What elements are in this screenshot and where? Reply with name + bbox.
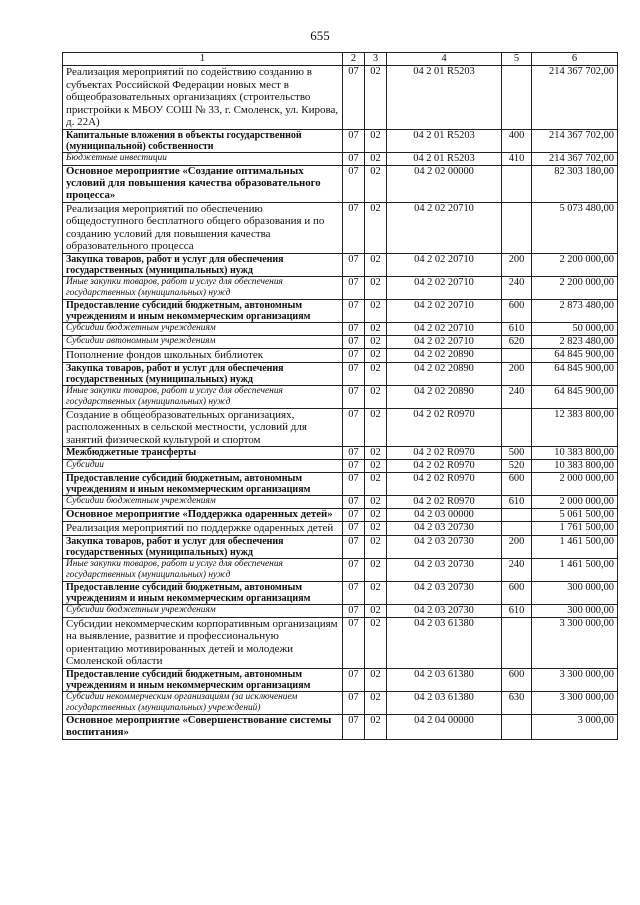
row-subsection: 02: [365, 323, 387, 336]
table-row: [63, 669, 618, 692]
row-section: 07: [343, 408, 365, 447]
table-row: [63, 604, 618, 617]
table-row: [63, 509, 618, 522]
row-expense-type: 610: [502, 604, 532, 617]
row-target-code: 04 2 02 R0970: [387, 472, 502, 495]
row-amount: 2 000 000,00: [532, 472, 618, 495]
row-section: 07: [343, 472, 365, 495]
row-name: Субсидии: [63, 460, 343, 473]
row-section: 07: [343, 509, 365, 522]
row-amount: 3 300 000,00: [532, 692, 618, 715]
row-amount: 214 367 702,00: [532, 66, 618, 130]
row-name: Реализация мероприятий по содействию созданию в субъектах Российской Федерации новых мест в общеобразовательных организациях (строительство пристройки к МБОУ СОШ № 33, г. Смоленск, ул. Кирова, д. 22А): [63, 66, 343, 130]
row-target-code: 04 2 02 20710: [387, 323, 502, 336]
row-section: 07: [343, 202, 365, 253]
row-subsection: 02: [365, 253, 387, 276]
page-number: 655: [310, 28, 330, 43]
row-amount: 300 000,00: [532, 581, 618, 604]
row-target-code: 04 2 03 61380: [387, 692, 502, 715]
row-subsection: 02: [365, 166, 387, 202]
row-section: 07: [343, 348, 365, 362]
row-expense-type: 600: [502, 299, 532, 322]
row-amount: 214 367 702,00: [532, 129, 618, 152]
row-amount: 64 845 900,00: [532, 385, 618, 408]
row-target-code: 04 2 02 R0970: [387, 460, 502, 473]
row-section: 07: [343, 558, 365, 581]
row-expense-type: 200: [502, 535, 532, 558]
table-row: [63, 521, 618, 535]
row-amount: 2 873 480,00: [532, 299, 618, 322]
row-target-code: 04 2 03 20730: [387, 581, 502, 604]
row-name: Основное мероприятие «Поддержка одаренных детей»: [63, 509, 343, 522]
row-subsection: 02: [365, 460, 387, 473]
row-expense-type: [502, 521, 532, 535]
row-amount: 5 061 500,00: [532, 509, 618, 522]
row-expense-type: 600: [502, 669, 532, 692]
row-section: 07: [343, 581, 365, 604]
row-expense-type: [502, 408, 532, 447]
row-name: Субсидии некоммерческим корпоративным организациям на выявление, развитие и профессиональную ориентацию мотивированных детей и молодежи Смоленской области: [63, 617, 343, 668]
row-name: Закупка товаров, работ и услуг для обеспечения государственных (муниципальных) нужд: [63, 253, 343, 276]
row-expense-type: [502, 509, 532, 522]
row-subsection: 02: [365, 692, 387, 715]
row-name: Реализация мероприятий по обеспечению общедоступного бесплатного общего образования и по созданию условий для повышения качества образовательного процесса: [63, 202, 343, 253]
table-row: [63, 277, 618, 300]
row-name: Закупка товаров, работ и услуг для обеспечения государственных (муниципальных) нужд: [63, 362, 343, 385]
row-amount: 10 383 800,00: [532, 447, 618, 460]
row-expense-type: [502, 66, 532, 130]
column-header: 4: [387, 53, 502, 66]
row-section: 07: [343, 153, 365, 166]
row-name: Предоставление субсидий бюджетным, автономным учреждениям и иным некоммерческим организациям: [63, 669, 343, 692]
row-name: Основное мероприятие «Создание оптимальных условий для повышения качества образовательного процесса»: [63, 166, 343, 202]
row-subsection: 02: [365, 496, 387, 509]
row-target-code: 04 2 03 20730: [387, 604, 502, 617]
row-section: 07: [343, 66, 365, 130]
row-name: Субсидии автономным учреждениям: [63, 336, 343, 349]
row-expense-type: 600: [502, 472, 532, 495]
row-subsection: 02: [365, 604, 387, 617]
row-subsection: 02: [365, 348, 387, 362]
row-target-code: 04 2 01 R5203: [387, 153, 502, 166]
row-name: Иные закупки товаров, работ и услуг для обеспечения государственных (муниципальных) нужд: [63, 558, 343, 581]
row-subsection: 02: [365, 408, 387, 447]
row-amount: 1 761 500,00: [532, 521, 618, 535]
table-row: [63, 153, 618, 166]
row-name: Предоставление субсидий бюджетным, автономным учреждениям и иным некоммерческим организациям: [63, 581, 343, 604]
table-row: [63, 408, 618, 447]
row-expense-type: 500: [502, 447, 532, 460]
row-subsection: 02: [365, 447, 387, 460]
row-target-code: 04 2 03 00000: [387, 509, 502, 522]
row-name: Капитальные вложения в объекты государственной (муниципальной) собственности: [63, 129, 343, 152]
row-amount: 3 000,00: [532, 715, 618, 740]
table-row: [63, 472, 618, 495]
table-row: [63, 460, 618, 473]
row-target-code: 04 2 03 20730: [387, 558, 502, 581]
column-header-row: [63, 53, 618, 66]
row-section: 07: [343, 336, 365, 349]
row-section: 07: [343, 535, 365, 558]
row-name: Создание в общеобразовательных организациях, расположенных в сельской местности, условий для занятий физической культурой и спортом: [63, 408, 343, 447]
column-header: 2: [343, 53, 365, 66]
row-target-code: 04 2 02 R0970: [387, 408, 502, 447]
row-amount: 64 845 900,00: [532, 362, 618, 385]
row-expense-type: [502, 617, 532, 668]
table-row: [63, 535, 618, 558]
row-subsection: 02: [365, 472, 387, 495]
row-amount: 5 073 480,00: [532, 202, 618, 253]
row-subsection: 02: [365, 153, 387, 166]
table-row: [63, 336, 618, 349]
row-expense-type: [502, 202, 532, 253]
row-expense-type: 600: [502, 581, 532, 604]
row-expense-type: [502, 348, 532, 362]
column-header: 5: [502, 53, 532, 66]
row-name: Межбюджетные трансферты: [63, 447, 343, 460]
budget-table: [62, 52, 618, 740]
row-name: Субсидии бюджетным учреждениям: [63, 323, 343, 336]
row-name: Субсидии некоммерческим организациям (за исключением государственных (муниципальных) учреждений): [63, 692, 343, 715]
row-name: Предоставление субсидий бюджетным, автономным учреждениям и иным некоммерческим организациям: [63, 299, 343, 322]
row-target-code: 04 2 02 20710: [387, 253, 502, 276]
row-amount: 3 300 000,00: [532, 617, 618, 668]
row-target-code: 04 2 02 20890: [387, 385, 502, 408]
row-section: 07: [343, 496, 365, 509]
table-row: [63, 692, 618, 715]
row-amount: 12 383 800,00: [532, 408, 618, 447]
row-section: 07: [343, 447, 365, 460]
row-subsection: 02: [365, 362, 387, 385]
row-amount: 2 823 480,00: [532, 336, 618, 349]
table-row: [63, 362, 618, 385]
table-row: [63, 129, 618, 152]
row-section: 07: [343, 521, 365, 535]
row-target-code: 04 2 02 00000: [387, 166, 502, 202]
row-amount: 2 000 000,00: [532, 496, 618, 509]
row-name: Иные закупки товаров, работ и услуг для обеспечения государственных (муниципальных) нужд: [63, 277, 343, 300]
row-expense-type: 410: [502, 153, 532, 166]
row-target-code: 04 2 03 61380: [387, 617, 502, 668]
row-target-code: 04 2 02 20710: [387, 336, 502, 349]
row-amount: 3 300 000,00: [532, 669, 618, 692]
row-target-code: 04 2 03 20730: [387, 521, 502, 535]
row-amount: 1 461 500,00: [532, 558, 618, 581]
row-expense-type: 520: [502, 460, 532, 473]
row-section: 07: [343, 692, 365, 715]
row-section: 07: [343, 604, 365, 617]
table-row: [63, 348, 618, 362]
table-row: [63, 166, 618, 202]
row-target-code: 04 2 02 20890: [387, 362, 502, 385]
table-row: [63, 581, 618, 604]
row-target-code: 04 2 02 R0970: [387, 447, 502, 460]
row-name: Иные закупки товаров, работ и услуг для обеспечения государственных (муниципальных) нужд: [63, 385, 343, 408]
row-name: Субсидии бюджетным учреждениям: [63, 604, 343, 617]
row-section: 07: [343, 617, 365, 668]
row-expense-type: 240: [502, 558, 532, 581]
row-subsection: 02: [365, 202, 387, 253]
table-row: [63, 715, 618, 740]
table-row: [63, 496, 618, 509]
row-section: 07: [343, 253, 365, 276]
row-section: 07: [343, 385, 365, 408]
row-target-code: 04 2 02 20710: [387, 299, 502, 322]
row-target-code: 04 2 01 R5203: [387, 66, 502, 130]
row-expense-type: 610: [502, 323, 532, 336]
row-subsection: 02: [365, 581, 387, 604]
row-amount: 10 383 800,00: [532, 460, 618, 473]
row-subsection: 02: [365, 521, 387, 535]
row-subsection: 02: [365, 669, 387, 692]
column-header: 3: [365, 53, 387, 66]
row-subsection: 02: [365, 66, 387, 130]
row-subsection: 02: [365, 715, 387, 740]
row-section: 07: [343, 460, 365, 473]
row-target-code: 04 2 02 R0970: [387, 496, 502, 509]
row-expense-type: 200: [502, 253, 532, 276]
row-expense-type: 200: [502, 362, 532, 385]
table-row: [63, 558, 618, 581]
row-name: Бюджетные инвестиции: [63, 153, 343, 166]
table-row: [63, 447, 618, 460]
row-target-code: 04 2 02 20890: [387, 348, 502, 362]
row-section: 07: [343, 362, 365, 385]
row-name: Закупка товаров, работ и услуг для обеспечения государственных (муниципальных) нужд: [63, 535, 343, 558]
row-amount: 2 200 000,00: [532, 253, 618, 276]
column-header: 1: [63, 53, 343, 66]
table-row: [63, 323, 618, 336]
row-target-code: 04 2 02 20710: [387, 202, 502, 253]
table-row: [63, 385, 618, 408]
row-name: Предоставление субсидий бюджетным, автономным учреждениям и иным некоммерческим организациям: [63, 472, 343, 495]
row-name: Пополнение фондов школьных библиотек: [63, 348, 343, 362]
row-name: Субсидии бюджетным учреждениям: [63, 496, 343, 509]
table-row: [63, 66, 618, 130]
column-header: 6: [532, 53, 618, 66]
row-name: Реализация мероприятий по поддержке одаренных детей: [63, 521, 343, 535]
row-expense-type: 240: [502, 277, 532, 300]
table-row: [63, 617, 618, 668]
row-target-code: 04 2 03 61380: [387, 669, 502, 692]
row-subsection: 02: [365, 277, 387, 300]
row-amount: 64 845 900,00: [532, 348, 618, 362]
row-subsection: 02: [365, 299, 387, 322]
row-subsection: 02: [365, 558, 387, 581]
row-expense-type: [502, 715, 532, 740]
row-section: 07: [343, 277, 365, 300]
row-expense-type: 240: [502, 385, 532, 408]
row-amount: 82 303 180,00: [532, 166, 618, 202]
row-subsection: 02: [365, 535, 387, 558]
row-target-code: 04 2 03 20730: [387, 535, 502, 558]
row-section: 07: [343, 129, 365, 152]
row-name: Основное мероприятие «Совершенствование системы воспитания»: [63, 715, 343, 740]
row-subsection: 02: [365, 509, 387, 522]
row-subsection: 02: [365, 385, 387, 408]
row-target-code: 04 2 02 20710: [387, 277, 502, 300]
row-subsection: 02: [365, 336, 387, 349]
table-row: [63, 299, 618, 322]
row-amount: 214 367 702,00: [532, 153, 618, 166]
row-subsection: 02: [365, 129, 387, 152]
row-amount: 300 000,00: [532, 604, 618, 617]
row-expense-type: [502, 166, 532, 202]
row-target-code: 04 2 01 R5203: [387, 129, 502, 152]
row-amount: 2 200 000,00: [532, 277, 618, 300]
row-section: 07: [343, 299, 365, 322]
row-expense-type: 620: [502, 336, 532, 349]
row-amount: 1 461 500,00: [532, 535, 618, 558]
table-row: [63, 202, 618, 253]
row-section: 07: [343, 669, 365, 692]
row-section: 07: [343, 166, 365, 202]
row-expense-type: 400: [502, 129, 532, 152]
row-section: 07: [343, 323, 365, 336]
row-amount: 50 000,00: [532, 323, 618, 336]
table-row: [63, 253, 618, 276]
row-expense-type: 630: [502, 692, 532, 715]
row-subsection: 02: [365, 617, 387, 668]
row-target-code: 04 2 04 00000: [387, 715, 502, 740]
row-expense-type: 610: [502, 496, 532, 509]
row-section: 07: [343, 715, 365, 740]
